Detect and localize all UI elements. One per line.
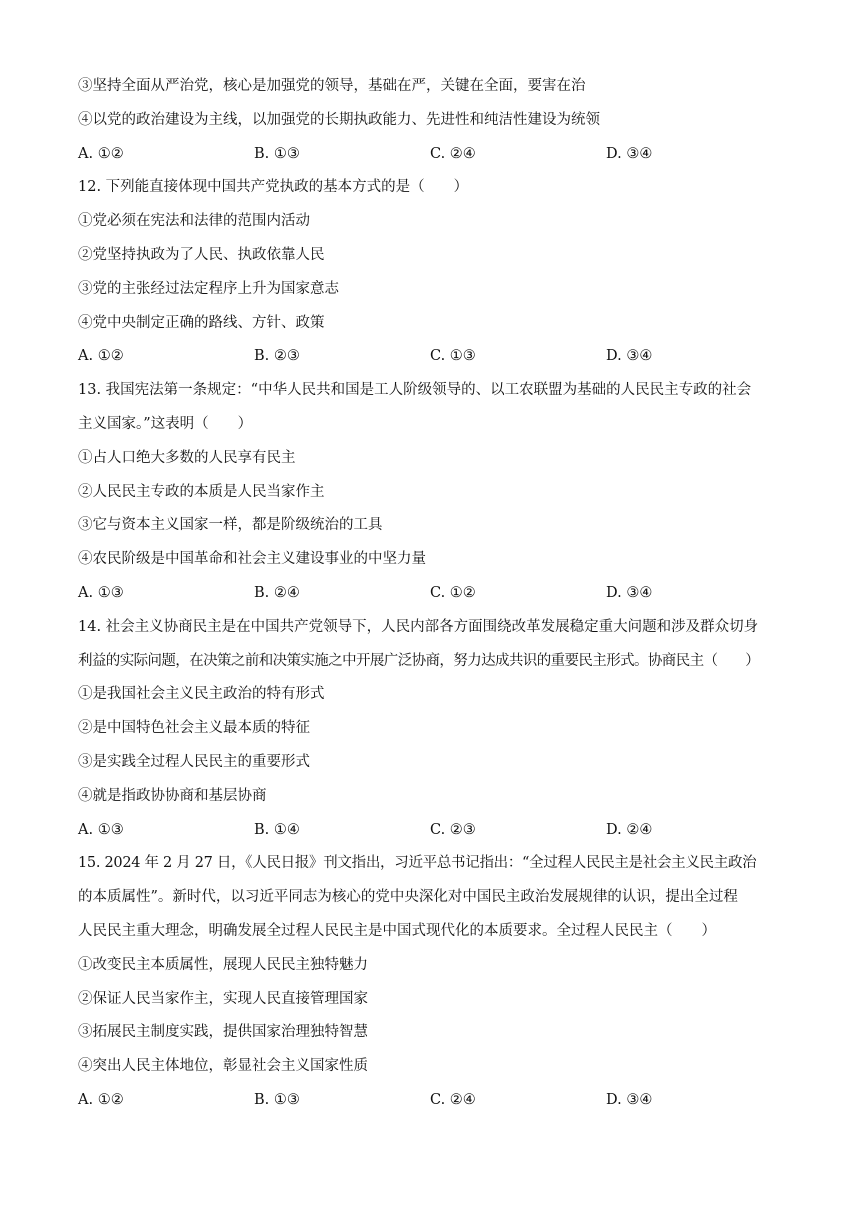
question-13 — [78, 374, 798, 611]
q12-options — [78, 340, 798, 374]
q11-option-b: B. ①③ — [254, 145, 300, 162]
exam-page — [78, 70, 798, 1118]
q12-option-b: B. ②③ — [254, 348, 300, 365]
question-14 — [78, 611, 798, 848]
question-12 — [78, 171, 798, 374]
q14-stem-line-2: 利益的实际问题，在决策之前和决策实施之中开展广泛协商，努力达成共识的重要民主形式。协商民主（ ） — [78, 652, 760, 669]
q15-option-a: A. ①② — [78, 1091, 124, 1108]
q14-option-d: D. ②④ — [606, 821, 653, 838]
q13-option-b: B. ②④ — [254, 584, 300, 601]
q11-item-3: ③坚持全面从严治党，核心是加强党的领导，基础在严，关键在全面，要害在治 — [78, 78, 586, 94]
q13-option-c: C. ①② — [430, 584, 476, 601]
q15-item-3: ③拓展民主制度实践，提供国家治理独特智慧 — [78, 1024, 368, 1041]
q11-options — [78, 138, 798, 172]
q15-option-d: D. ③④ — [606, 1091, 653, 1108]
q13-options — [78, 577, 798, 611]
q11-item-4: ④以党的政治建设为主线，以加强党的长期执政能力、先进性和纯洁性建设为统领 — [78, 111, 600, 128]
q14-item-4: ④就是指政协协商和基层协商 — [78, 787, 267, 804]
q15-option-c: C. ②④ — [430, 1091, 476, 1108]
q12-item-2: ②党坚持执政为了人民、执政依靠人民 — [78, 246, 325, 263]
q13-stem-line-1: 13. 我国宪法第一条规定：“中华人民共和国是工人阶级领导的、以工农联盟为基础的人民民主专政的社会 — [78, 382, 752, 399]
q14-options — [78, 814, 798, 848]
q15-option-b: B. ①③ — [254, 1091, 300, 1108]
question-15 — [78, 847, 798, 1117]
q15-item-1: ①改变民主本质属性，展现人民民主独特魅力 — [78, 956, 368, 973]
q12-item-1: ①党必须在宪法和法律的范围内活动 — [78, 213, 310, 230]
q14-item-3: ③是实践全过程人民民主的重要形式 — [78, 753, 310, 770]
q15-stem-line-2: 的本质属性”。新时代，以习近平同志为核心的党中央深化对中国民主政治发展规律的认识，提出全过程 — [78, 889, 738, 906]
q13-option-a: A. ①③ — [78, 584, 124, 601]
q14-option-b: B. ①④ — [254, 821, 300, 838]
q14-item-1: ①是我国社会主义民主政治的特有形式 — [78, 686, 325, 703]
q13-option-d: D. ③④ — [606, 584, 653, 601]
q12-option-d: D. ③④ — [606, 348, 653, 365]
q15-stem-line-3: 人民民主重大理念，明确发展全过程人民民主是中国式现代化的本质要求。全过程人民民主（ ） — [78, 922, 716, 939]
q14-item-2: ②是中国特色社会主义最本质的特征 — [78, 720, 310, 737]
q12-stem: 12. 下列能直接体现中国共产党执政的基本方式的是（ ） — [78, 179, 469, 196]
q15-item-2: ②保证人民当家作主，实现人民直接管理国家 — [78, 990, 368, 1007]
q13-item-2: ②人民民主专政的本质是人民当家作主 — [78, 483, 325, 500]
q13-item-3: ③它与资本主义国家一样，都是阶级统治的工具 — [78, 517, 383, 534]
question-11-continued — [78, 70, 798, 171]
q12-option-c: C. ①③ — [430, 348, 476, 365]
q14-option-c: C. ②③ — [430, 821, 476, 838]
q14-option-a: A. ①③ — [78, 821, 124, 838]
q15-item-4: ④突出人民主体地位，彰显社会主义国家性质 — [78, 1058, 368, 1075]
q12-item-3: ③党的主张经过法定程序上升为国家意志 — [78, 280, 339, 297]
q14-stem-line-1: 14. 社会主义协商民主是在中国共产党领导下，人民内部各方面围绕改革发展稳定重大问题和涉及群众切身 — [78, 618, 759, 635]
q11-option-c: C. ②④ — [430, 145, 476, 162]
q12-option-a: A. ①② — [78, 348, 124, 365]
q12-item-4: ④党中央制定正确的路线、方针、政策 — [78, 314, 325, 331]
q13-stem-line-2: 主义国家。”这表明（ ） — [78, 415, 253, 432]
q13-item-4: ④农民阶级是中国革命和社会主义建设事业的中坚力量 — [78, 551, 426, 568]
q15-options — [78, 1084, 798, 1118]
q11-option-a: A. ①② — [78, 145, 124, 162]
q13-item-1: ①占人口绝大多数的人民享有民主 — [78, 449, 296, 466]
q11-option-d: D. ③④ — [606, 145, 653, 162]
q15-stem-line-1: 15. 2024 年 2 月 27 日，《人民日报》刊文指出，习近平总书记指出：“全过程人民民主是社会主义民主政治 — [78, 855, 757, 872]
